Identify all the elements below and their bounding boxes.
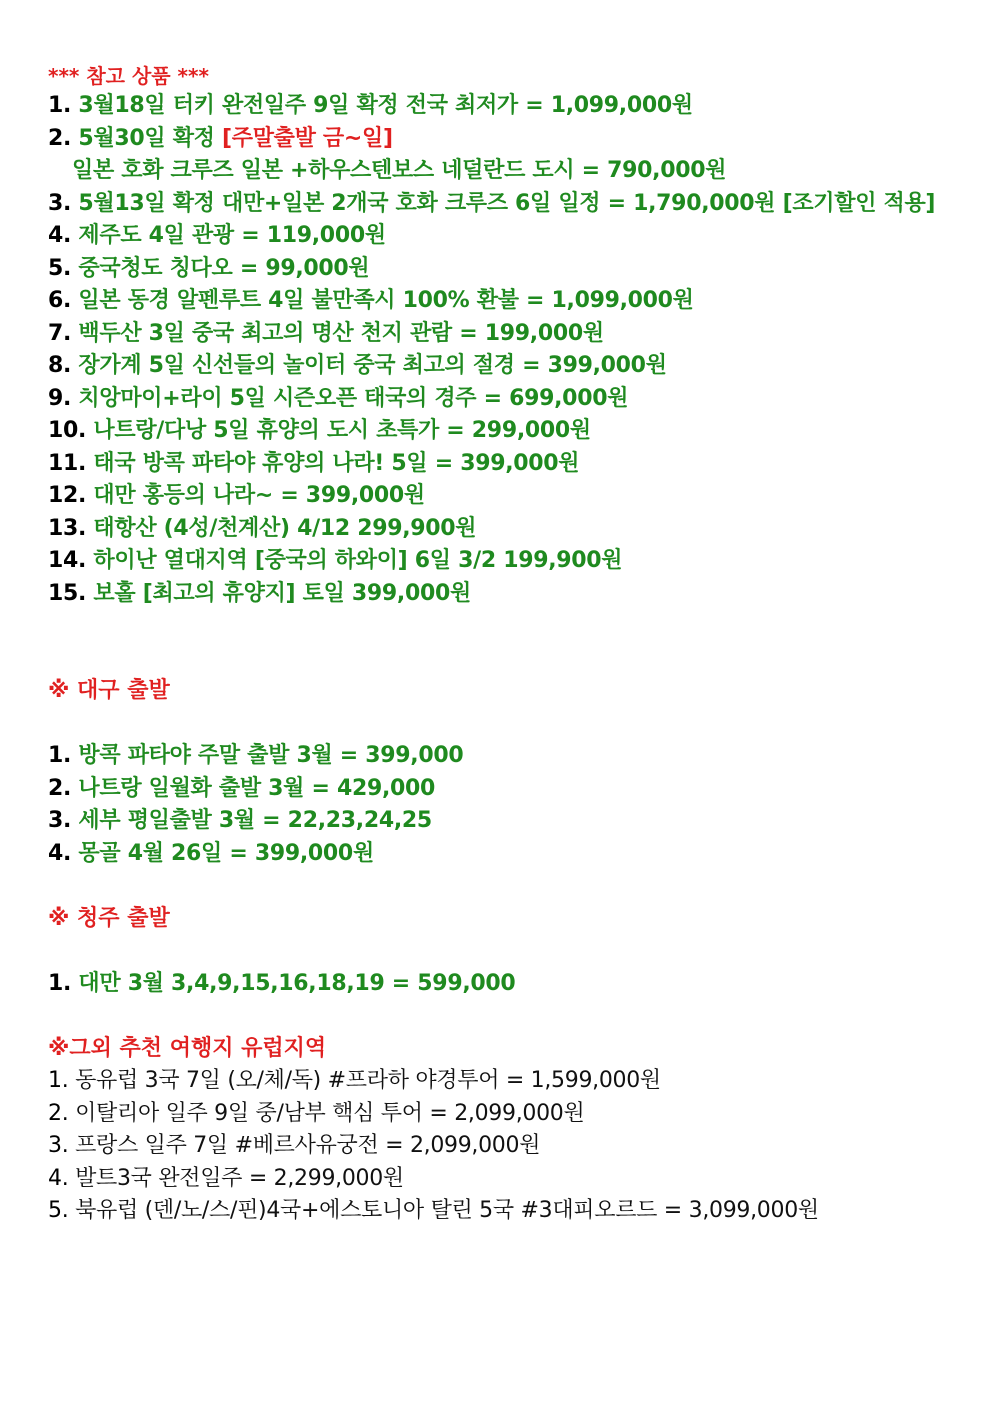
reference-item — [48, 448, 958, 481]
item-text: 이탈리아 일주 9일 중/남부 핵심 투어 = 2,099,000원 — [68, 1100, 585, 1126]
item-text: 제주도 4일 관광 = 119,000원 — [71, 223, 386, 248]
daegu-item — [48, 740, 958, 773]
item-number: 1. — [48, 743, 72, 768]
item-number: 4. — [48, 1165, 69, 1191]
cheongju-list — [48, 968, 958, 1001]
document-page — [48, 62, 958, 1228]
item-text: 일본 호화 크루즈 일본 +하우스텐보스 네덜란드 도시 = 790,000원 — [72, 158, 727, 183]
item-text: 태항산 (4성/천계산) 4/12 299,900원 — [86, 515, 477, 541]
item-number: 3. — [48, 808, 72, 833]
item-number: 14. — [48, 548, 87, 573]
reference-item — [48, 383, 958, 416]
item-text: 발트3국 완전일주 = 2,299,000원 — [68, 1165, 404, 1191]
daegu-item — [48, 773, 958, 806]
europe-title: ※그외 추천 여행지 유럽지역 — [48, 1035, 327, 1061]
daegu-item — [48, 838, 958, 871]
item-number: 13. — [48, 515, 87, 541]
item-number: 5. — [48, 1198, 69, 1223]
item-number: 2. — [48, 1100, 69, 1126]
item-number: 11. — [48, 450, 87, 476]
reference-item — [48, 545, 958, 578]
item-number: 2. — [48, 775, 72, 801]
item-number: 1. — [48, 93, 72, 118]
item-number: 4. — [48, 840, 72, 866]
reference-item — [48, 415, 958, 448]
cheongju-title: ※ 청주 출발 — [48, 905, 170, 931]
item-number: 15. — [48, 580, 87, 606]
item-text: 5월30일 확정 — [71, 125, 222, 151]
item-text: 프랑스 일주 7일 #베르사유궁전 = 2,099,000원 — [68, 1133, 541, 1158]
item-text: 일본 동경 알펜루트 4일 불만족시 100% 환불 = 1,099,000원 — [71, 288, 694, 313]
item-number: 1. — [48, 1068, 69, 1093]
reference-item — [48, 188, 958, 221]
reference-list — [48, 90, 958, 610]
europe-list — [48, 1065, 958, 1228]
europe-item — [48, 1163, 958, 1196]
item-text: 몽골 4월 26일 = 399,000원 — [71, 840, 374, 866]
item-number: 4. — [48, 223, 72, 248]
europe-item — [48, 1098, 958, 1131]
daegu-title: ※ 대구 출발 — [48, 678, 170, 703]
reference-item — [48, 155, 958, 188]
item-number: 6. — [48, 288, 72, 313]
item-number: 8. — [48, 353, 72, 378]
item-text: 하이난 열대지역 [중국의 하와이] 6일 3/2 199,900원 — [86, 548, 623, 573]
item-number: 3. — [48, 190, 72, 216]
item-text: 대만 3월 3,4,9,15,16,18,19 = 599,000 — [71, 970, 516, 996]
reference-item — [48, 253, 958, 286]
item-text: 세부 평일출발 3월 = 22,23,24,25 — [71, 808, 432, 833]
item-text: 나트랑 일월화 출발 3월 = 429,000 — [71, 775, 436, 801]
item-text: 방콕 파타야 주말 출발 3월 = 399,000 — [71, 743, 464, 768]
item-text: 5월13일 확정 대만+일본 2개국 호화 크루즈 6일 일정 = 1,790,000원 [조기할인 적용] — [71, 190, 936, 216]
item-number: 2. — [48, 125, 72, 151]
daegu-list — [48, 740, 958, 870]
reference-item — [48, 220, 958, 253]
item-text: 태국 방콕 파타야 휴양의 나라! 5일 = 399,000원 — [86, 450, 580, 476]
item-number: 5. — [48, 255, 72, 281]
item-text: 중국청도 칭다오 = 99,000원 — [71, 255, 370, 281]
reference-header: *** 참고 상품 *** — [48, 64, 209, 88]
item-text: 3월18일 터키 완전일주 9일 확정 전국 최저가 = 1,099,000원 — [71, 93, 693, 118]
reference-item — [48, 350, 958, 383]
reference-item — [48, 578, 958, 611]
item-text: 백두산 3일 중국 최고의 명산 천지 관람 = 199,000원 — [71, 320, 604, 346]
item-text: 나트랑/다낭 5일 휴양의 도시 초특가 = 299,000원 — [86, 418, 591, 443]
reference-item — [48, 285, 958, 318]
reference-item — [48, 480, 958, 513]
reference-item — [48, 90, 958, 123]
europe-item — [48, 1065, 958, 1098]
item-number: 9. — [48, 385, 72, 411]
cheongju-item — [48, 968, 958, 1001]
item-text: 장가계 5일 신선들의 놀이터 중국 최고의 절경 = 399,000원 — [71, 353, 667, 378]
item-number: 7. — [48, 320, 72, 346]
item-number: 10. — [48, 418, 87, 443]
item-number: 1. — [48, 970, 72, 996]
europe-item — [48, 1195, 958, 1228]
reference-item — [48, 318, 958, 351]
item-text: 대만 홍등의 나라~ = 399,000원 — [86, 483, 425, 508]
reference-item — [48, 123, 958, 156]
item-text: 치앙마이+라이 5일 시즌오픈 태국의 경주 = 699,000원 — [71, 385, 629, 411]
item-number: 12. — [48, 483, 87, 508]
item-number: 3. — [48, 1133, 69, 1158]
item-text: 북유럽 (덴/노/스/핀)4국+에스토니아 탈린 5국 #3대피오르드 = 3,099,000원 — [68, 1198, 819, 1223]
reference-item — [48, 513, 958, 546]
daegu-item — [48, 805, 958, 838]
item-text: 동유럽 3국 7일 (오/체/독) #프라하 야경투어 = 1,599,000원 — [68, 1068, 661, 1093]
item-text: [주말출발 금~일] — [222, 125, 393, 151]
item-text: 보홀 [최고의 휴양지] 토일 399,000원 — [86, 580, 471, 606]
europe-item — [48, 1130, 958, 1163]
